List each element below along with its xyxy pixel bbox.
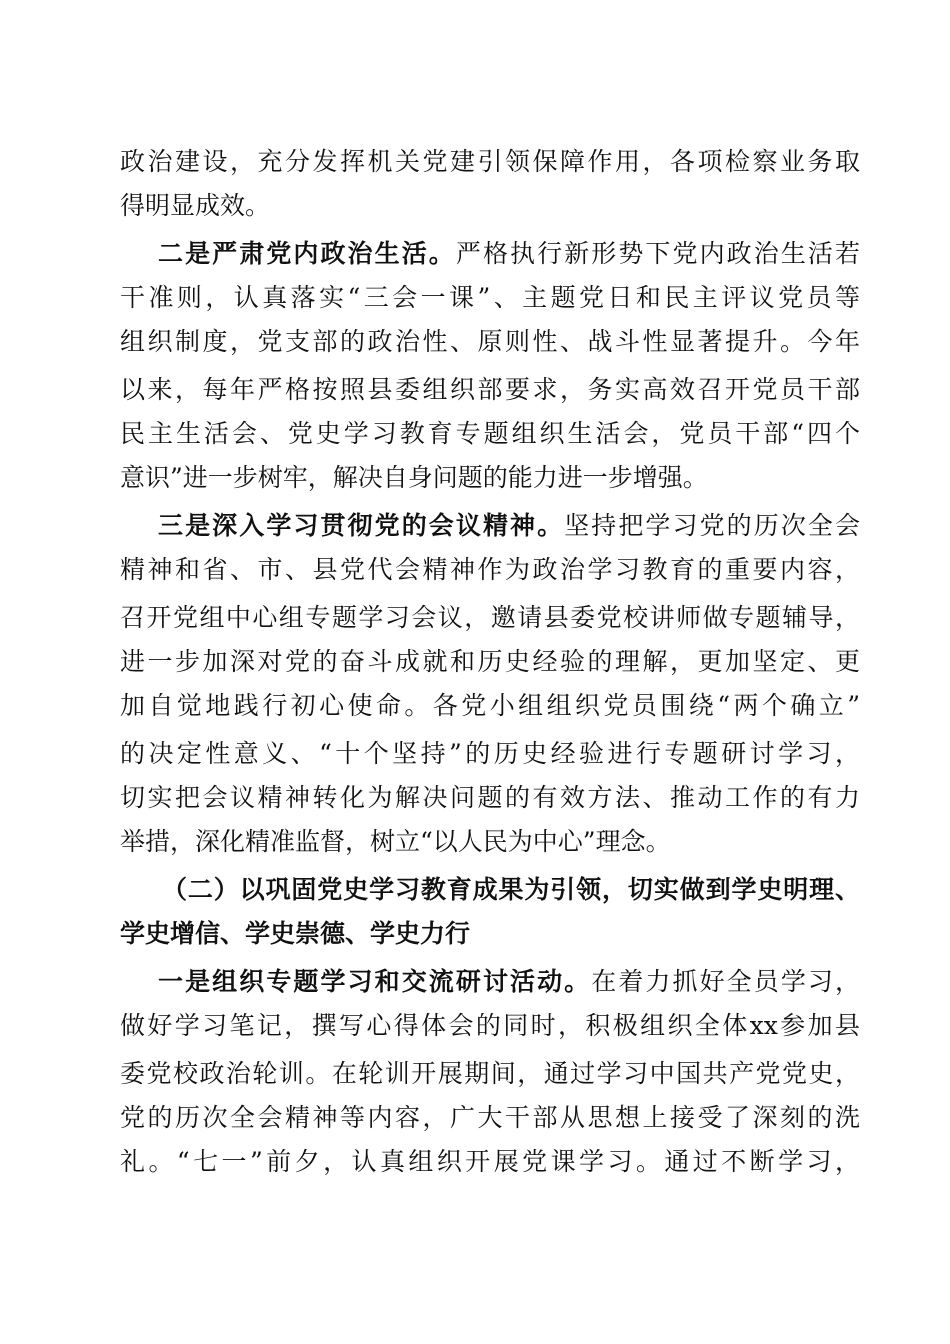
body-line: 以来，每年严格按照县委组织部要求，务实高效召开党员干部 [120, 375, 860, 404]
body-line: 加自觉地践行初心使命。各党小组组织党员围绕“两个确立” [120, 691, 860, 720]
body-text: 在着力抓好全员学习， [591, 967, 860, 996]
body-line: 干准则，认真落实“三会一课”、主题党日和民主评议党员等 [120, 283, 860, 312]
body-line: 政治建设，充分发挥机关党建引领保障作用，各项检察业务取 [120, 147, 860, 176]
body-line: 意识”进一步树牢，解决自身问题的能力进一步增强。 [120, 463, 708, 492]
body-line: 切实把会议精神转化为解决问题的有效方法、推动工作的有力 [120, 783, 860, 812]
body-line: 进一步加深对党的奋斗成就和历史经验的理解，更加坚定、更 [120, 647, 860, 676]
body-line: 民主生活会、党史学习教育专题组织生活会，党员干部“四个 [120, 419, 860, 448]
body-text: 严格执行新形势下党内政治生活若 [455, 239, 860, 268]
body-line: 举措，深化精准监督，树立“以人民为中心”理念。 [120, 827, 671, 856]
body-line: 委党校政治轮训。在轮训开展期间，通过学习中国共产党党史， [120, 1059, 860, 1088]
body-line: 党的历次全会精神等内容，广大干部从思想上接受了深刻的洗 [120, 1103, 860, 1132]
body-line: 召开党组中心组专题学习会议，邀请县委党校讲师做专题辅导， [120, 603, 860, 632]
item-heading: 一是组织专题学习和交流研讨活动。 [158, 967, 592, 996]
section-heading: （二）以巩固党史学习教育成果为引领，切实做到学史明理、 [162, 875, 860, 904]
body-line: 组织制度，党支部的政治性、原则性、战斗性显著提升。今年 [120, 327, 860, 356]
paragraph-first-line [158, 960, 860, 1004]
body-line: 做好学习笔记，撰写心得体会的同时，积极组织全体xx参加县 [120, 1011, 860, 1040]
paragraph-first-line [158, 232, 860, 276]
body-line: 得明显成效。 [120, 191, 271, 220]
item-heading: 二是严肃党内政治生活。 [158, 239, 456, 268]
body-line: 精神和省、市、县党代会精神作为政治学习教育的重要内容， [120, 555, 860, 584]
body-line: 礼。“七一”前夕，认真组织开展党课学习。通过不断学习， [120, 1147, 860, 1176]
body-line: 的决定性意义、“十个坚持”的历史经验进行专题研讨学习， [120, 739, 860, 768]
body-text: 坚持把学习党的历次全会 [564, 511, 860, 540]
section-heading-continued: 学史增信、学史崇德、学史力行 [120, 919, 471, 948]
item-heading: 三是深入学习贯彻党的会议精神。 [158, 511, 565, 540]
paragraph-first-line [158, 504, 860, 548]
